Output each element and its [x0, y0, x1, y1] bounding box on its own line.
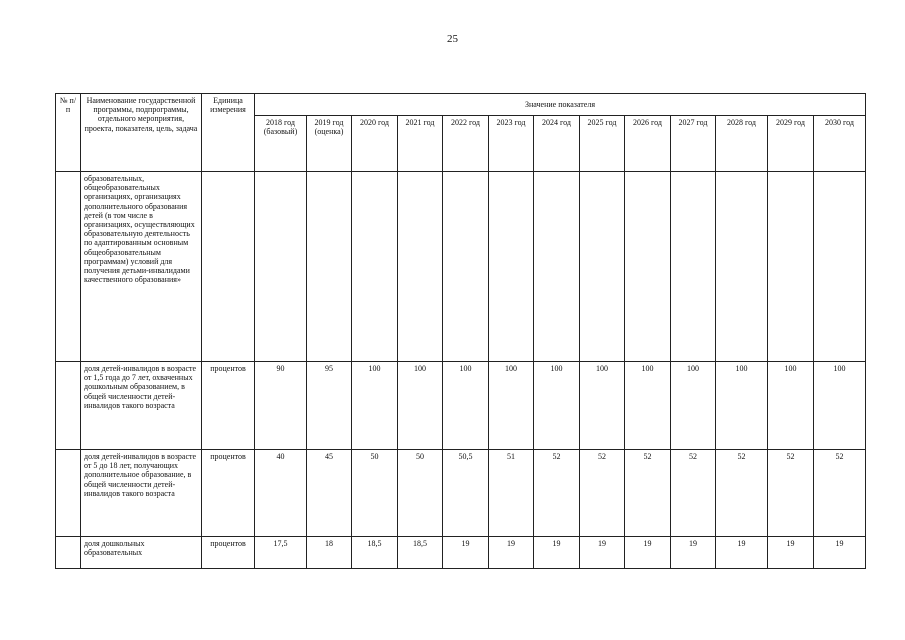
page-number: 25 [447, 33, 458, 45]
cell-value: 100 [671, 362, 716, 450]
header-year: 2024 год [534, 116, 580, 172]
cell-unit [202, 172, 255, 362]
cell-value: 19 [489, 537, 534, 569]
cell-value: 52 [580, 450, 625, 537]
cell-value: 52 [768, 450, 814, 537]
header-year: 2019 год (оценка) [307, 116, 352, 172]
cell-value: 52 [716, 450, 768, 537]
header-name: Наименование государственной программы, подпрограммы, отдельного мероприятия, проекта, показателя, цель, задача [81, 94, 202, 172]
cell-unit: процентов [202, 450, 255, 537]
cell-value: 18,5 [398, 537, 443, 569]
cell-value [443, 172, 489, 362]
table-row [56, 450, 866, 537]
header-year: 2021 год [398, 116, 443, 172]
cell-value [398, 172, 443, 362]
cell-value: 18 [307, 537, 352, 569]
cell-value: 100 [352, 362, 398, 450]
cell-value: 19 [443, 537, 489, 569]
header-num: № п/п [56, 94, 81, 172]
cell-value: 19 [671, 537, 716, 569]
cell-value [534, 172, 580, 362]
cell-value: 100 [398, 362, 443, 450]
cell-value: 52 [814, 450, 866, 537]
cell-value [352, 172, 398, 362]
header-unit: Единица измерения [202, 94, 255, 172]
table-row [56, 362, 866, 450]
header-year: 2027 год [671, 116, 716, 172]
header-year: 2018 год (базовый) [255, 116, 307, 172]
cell-value: 19 [814, 537, 866, 569]
cell-unit: процентов [202, 362, 255, 450]
cell-value: 17,5 [255, 537, 307, 569]
cell-value [625, 172, 671, 362]
cell-value [814, 172, 866, 362]
cell-value: 100 [716, 362, 768, 450]
header-year: 2030 год [814, 116, 866, 172]
cell-name: образовательных, общеобразовательных организациях, организациях дополнительного образования детей (в том числе в организациях, осуществляющих образовательную деятельность по адаптированным основным общеобразовательным программам) условий для получения детьми-инвалидами качественного образования» [81, 172, 202, 362]
cell-num [56, 450, 81, 537]
cell-value: 50 [398, 450, 443, 537]
cell-value: 100 [580, 362, 625, 450]
cell-num [56, 172, 81, 362]
cell-value: 51 [489, 450, 534, 537]
header-year: 2023 год [489, 116, 534, 172]
cell-value: 19 [768, 537, 814, 569]
cell-name: доля дошкольных образовательных [81, 537, 202, 569]
cell-num [56, 537, 81, 569]
cell-value: 19 [580, 537, 625, 569]
cell-value: 18,5 [352, 537, 398, 569]
cell-value: 95 [307, 362, 352, 450]
cell-value: 52 [625, 450, 671, 537]
indicators-table [55, 93, 866, 569]
cell-name: доля детей-инвалидов в возрасте от 5 до 18 лет, получающих дополнительное образование, в общей численности детей-инвалидов такого возраста [81, 450, 202, 537]
table-row [56, 172, 866, 362]
cell-value [307, 172, 352, 362]
cell-value: 100 [534, 362, 580, 450]
cell-value [255, 172, 307, 362]
cell-value: 40 [255, 450, 307, 537]
cell-value: 100 [814, 362, 866, 450]
cell-value: 52 [534, 450, 580, 537]
cell-name: доля детей-инвалидов в возрасте от 1,5 года до 7 лет, охваченных дошкольным образованием, в общей численности детей-инвалидов такого возраста [81, 362, 202, 450]
cell-value: 52 [671, 450, 716, 537]
cell-value: 100 [489, 362, 534, 450]
header-year: 2026 год [625, 116, 671, 172]
cell-value: 100 [625, 362, 671, 450]
cell-value: 50,5 [443, 450, 489, 537]
cell-value: 100 [768, 362, 814, 450]
cell-value: 100 [443, 362, 489, 450]
cell-num [56, 362, 81, 450]
cell-value [580, 172, 625, 362]
header-values-group: Значение показателя [255, 94, 866, 116]
table-row [56, 537, 866, 569]
header-year: 2020 год [352, 116, 398, 172]
cell-value: 19 [534, 537, 580, 569]
cell-value [671, 172, 716, 362]
header-year: 2025 год [580, 116, 625, 172]
cell-value: 50 [352, 450, 398, 537]
cell-value: 45 [307, 450, 352, 537]
cell-unit: процентов [202, 537, 255, 569]
cell-value [768, 172, 814, 362]
header-year: 2028 год [716, 116, 768, 172]
cell-value: 19 [625, 537, 671, 569]
cell-value [716, 172, 768, 362]
header-year: 2022 год [443, 116, 489, 172]
header-year: 2029 год [768, 116, 814, 172]
cell-value: 19 [716, 537, 768, 569]
cell-value [489, 172, 534, 362]
cell-value: 90 [255, 362, 307, 450]
